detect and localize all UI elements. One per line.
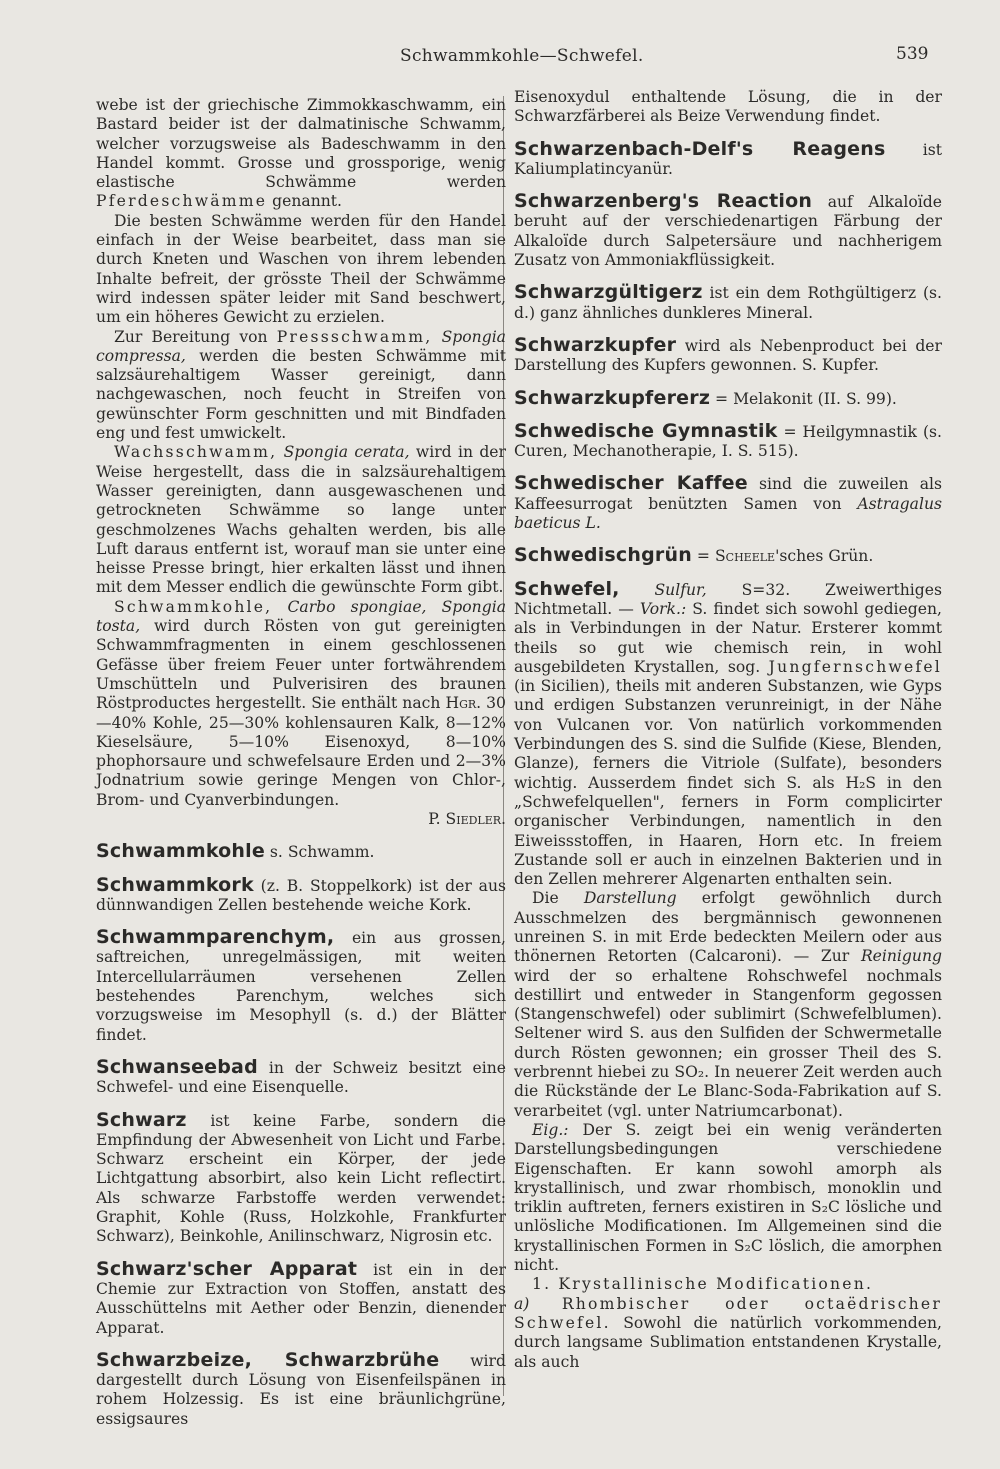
dictionary-entry xyxy=(96,1257,506,1338)
latin-name: Spongia cerata, xyxy=(283,443,410,462)
page-header xyxy=(0,44,1000,74)
dictionary-entry xyxy=(514,333,942,376)
latin-name: Sulfur, xyxy=(654,580,707,599)
entry-headword: Schwammkohle xyxy=(96,840,265,863)
entry-text: in der Schweiz besitzt eine Schwefel- und eine Eisenquelle. xyxy=(96,1058,506,1097)
dictionary-entry xyxy=(514,192,942,270)
entry-text: S=32. Zweiwerthiges Nichtmetall. — xyxy=(514,580,942,618)
entry-headword: Schwedischer Kaffee xyxy=(514,472,748,495)
article-author: P. Siedler. xyxy=(428,809,506,828)
text: werden die besten Schwämme mit salzsäurehaltigem Wasser gereinigt, dann nachgewaschen, noch feucht in Streifen von gewünschter Form geschnitten und mit Bindfaden eng und fest umwickelt. xyxy=(96,346,506,443)
paragraph xyxy=(96,598,506,810)
section-label: Darstellung xyxy=(583,889,677,908)
entry-headword: Schwedische Gymnastik xyxy=(514,419,778,442)
entry-headword: Schwarzgültigerz xyxy=(514,281,703,304)
dictionary-entry xyxy=(514,386,942,409)
entry-headword: Schwefel, xyxy=(514,577,620,600)
latin-name: Spongia compressa, xyxy=(96,327,506,365)
entry-headword: Schwarzkupfererz xyxy=(514,386,711,409)
spaced-heading: 1. Krystallinische Modificationen. xyxy=(532,1275,874,1294)
paragraph: Eisenoxydul enthaltende Lösung, die in der Schwarzfärberei als Beize Verwendung findet. xyxy=(514,88,942,126)
entry-headword: Schwarzenbach-Delf's Reagens xyxy=(514,137,886,160)
entry-headword: Schwarzenberg's Reaction xyxy=(514,190,813,213)
entry-text: S. findet sich sowohl gediegen, als in Verbindungen in der Natur. Ersterer kommt theils so gut wie chemisch rein, in wohl ausgebildeten Krystallen, sog. xyxy=(514,599,942,676)
entry-text: ist ein in der Chemie zur Extraction von Stoffen, anstatt des Ausschüttelns mit Aether oder Benzin, dienender Apparat. xyxy=(96,1260,506,1337)
entry-text: = Heilgymnastik (s. Curen, Mechanotherapie, I. S. 515). xyxy=(514,422,942,461)
section-label: Vork.: xyxy=(639,599,687,618)
entry-headword: Schwarz xyxy=(96,1108,187,1131)
entry-text: 'sches Grün. xyxy=(775,547,874,566)
dictionary-entry xyxy=(96,1055,506,1098)
author-ref: Scheele xyxy=(714,547,776,566)
entry-text: (in Sicilien), theils mit anderen Substanzen, wie Gyps und erdigen Substanzen verunreinigt, in der Nähe von Vulcanen vor. Von natürlich vorkommenden Verbindungen des S. sind die Sulfide (Kiese, Blenden, Glanze), ferners die Vitriole (Sulfate), besonders wichtig. Ausserdem findet sich S. als H₂S in den „Schwefelquellen", ferners in Form complicirter organischer Verbindungen, namentlich in den Eiweissstoffen, in Haaren, Horn etc. In freiem Zustande soll er auch in einzelnen Bakterien und in den Zellen mehrerer Algenarten enthalten sein. xyxy=(514,677,942,889)
spaced-term: Jungfernschwefel xyxy=(768,657,942,676)
subsection-heading xyxy=(514,1275,942,1294)
dictionary-entry xyxy=(514,283,942,323)
dictionary-entry xyxy=(514,419,942,462)
entry-text: sind die zuweilen als Kaffeesurrogat benützten Samen von xyxy=(514,475,942,513)
text: wird der so erhaltene Rohschwefel nochmals destillirt und entweder in Stangenform gegossen (Stangenschwefel) oder sublimirt (Schwefelblumen). Seltener wird S. aus den Sulfiden der Schwermetalle durch Rösten gewonnen; ein grosser Theil des S. verbrennt hiebei zu SO₂. In neuerer Zeit werden auch die Rückstände der Le Blanc-Soda-Fabrikation auf S. verarbeitet (vgl. unter Natriumcarbonat). xyxy=(514,966,942,1120)
dictionary-entry xyxy=(514,137,942,180)
latin-name: Astragalus baeticus L. xyxy=(514,494,942,533)
entry-headword: Schwammparenchym, xyxy=(96,926,335,949)
text: genannt. xyxy=(272,192,343,211)
paragraph: Die besten Schwämme werden für den Handel einfach in der Weise bearbeitet, dass man sie durch Kneten und Waschen von ihrem lebenden Inhalte befreit, der grösste Theil der Schwämme wird indessen später leider mit Sand beschwert, um ein höheres Gewicht zu erzielen. xyxy=(96,211,506,327)
spaced-term: Pferdeschwämme xyxy=(96,192,268,211)
paragraph xyxy=(514,889,942,1121)
text: wird in der Weise hergestellt, dass die in salzsäurehaltigem Wasser gereinigten, dann ausgewaschenen und getrockneten Schwämme so lange unter geschmolzenes Wachs gehalten werden, bis alle Luft daraus entfernt ist, worauf man sie unter eine heisse Presse bringt, hier erkalten lässt und ihnen mit dem Messer endlich die gewünschte Form gibt. xyxy=(96,443,506,597)
text: wird durch Rösten von gut gereinigten Schwammfragmenten in einem geschlossenen Gefässe über freiem Feuer unter fortwährendem Umschütteln und Pulverisiren des braunen Röstproductes hergestellt. Sie enthält nach xyxy=(96,617,506,713)
entry-text: ist Kaliumplatincyanür. xyxy=(514,140,942,178)
paragraph xyxy=(514,1295,942,1372)
text: Zur Bereitung von xyxy=(114,327,268,346)
dictionary-entry xyxy=(96,1348,506,1429)
right-column xyxy=(514,88,942,1372)
entry-text: ein aus grossen, saftreichen, unregelmässigen, mit weiten Intercellularräumen versehenen Zellen bestehendes Parenchym, welches sich vorzugsweise im Mesophyll (s. d.) der Blätter findet. xyxy=(96,929,506,1044)
entry-text: wird dargestellt durch Lösung von Eisenfeilspänen in rohem Holzessig. Es ist eine bräunlichgrüne, essigsaures xyxy=(96,1351,506,1428)
entry-headword: Schwanseebad xyxy=(96,1055,258,1078)
spaced-term: Pressschwamm, xyxy=(276,327,433,346)
dictionary-entry xyxy=(514,577,942,890)
running-title: Schwammkohle—Schwefel. xyxy=(400,46,644,66)
entry-headword: Schwammkork xyxy=(96,873,254,896)
page-number: 539 xyxy=(896,44,929,64)
paragraph xyxy=(96,96,506,212)
dictionary-entry xyxy=(96,928,506,1045)
entry-headword: Schwedischgrün xyxy=(514,544,692,567)
entry-headword: Schwarzbeize, Schwarzbrühe xyxy=(96,1348,440,1371)
list-marker: a) xyxy=(514,1294,530,1313)
dictionary-entry xyxy=(96,1108,506,1247)
entry-text: auf Alkaloïde beruht auf der verschiedenartigen Färbung der Alkaloïde durch Salpetersäure und nachherigem Zusatz von Ammoniakflüssigkeit. xyxy=(514,193,942,270)
dictionary-entry xyxy=(514,474,942,533)
spaced-term: Schwammkohle, xyxy=(114,597,273,616)
spaced-term: Wachsschwamm, xyxy=(114,443,278,462)
section-label: Reinigung xyxy=(860,947,942,966)
text: webe ist der griechische Zimmokkaschwamm, ein Bastard beider ist der dalmatinische Schwamm, welcher vorzugsweise als Badeschwamm in den Handel kommt. Grosse und grossporige, wenig elastische Schwämme werden xyxy=(96,96,506,192)
text: Sowohl die natürlich vorkommenden, durch langsame Sublimation entstandenen Krystalle, als auch xyxy=(514,1313,942,1371)
left-column xyxy=(96,96,506,1429)
entry-text: wird als Nebenproduct bei der Darstellung des Kupfers gewonnen. S. Kupfer. xyxy=(514,336,942,375)
entry-text: s. Schwamm. xyxy=(269,843,375,862)
latin-name: Carbo spongiae, Spongia tosta, xyxy=(96,597,506,636)
entry-text: (z. B. Stoppelkork) ist der aus dünnwandigen Zellen bestehende weiche Kork. xyxy=(96,876,507,914)
entry-text: ist keine Farbe, sondern die Empfindung der Abwesenheit von Licht und Farbe. Schwarz erscheint ein Körper, der jede Lichtgattung absorbirt, also kein Licht reflectirt. Als schwarze Farbstoffe werden verwendet: Graphit, Kohle (Russ, Holzkohle, Frankfurter Schwarz), Beinkohle, Anilinschwarz, Nigrosin etc. xyxy=(96,1111,506,1246)
entry-text: = Melakonit (II. S. 99). xyxy=(715,389,897,408)
dictionary-entry xyxy=(96,873,507,916)
dictionary-entry xyxy=(96,842,506,862)
equals-sign: = xyxy=(696,547,710,566)
section-label: Eig.: xyxy=(532,1120,569,1139)
entry-headword: Schwarzkupfer xyxy=(514,333,677,356)
paragraph xyxy=(96,328,506,444)
paragraph xyxy=(96,443,506,597)
text: 30—40% Kohle, 25—30% kohlensauren Kalk, 8—12% Kieselsäure, 5—10% Eisenoxyd, 8—10% phophorsaure und schwefelsaure Erden und 2—3% Jodnatrium sowie geringe Mengen von Chlor-, Brom- und Cyanverbindungen. xyxy=(96,694,506,809)
entry-text: ist ein dem Rothgültigerz (s. d.) ganz ähnliches dunkleres Mineral. xyxy=(514,284,942,322)
text: Der S. zeigt bei ein wenig veränderten Darstellungsbedingungen verschiedene Eigenschaften. Er kann sowohl amorph als krystallinisch, und zwar rhombisch, monoklin und triklin auftreten, ferners existiren in S₂C lösliche und unlösliche Modificationen. Im Allgemeinen sind die krystallinischen Formen in S₂C löslich, die amorphen nicht. xyxy=(514,1120,942,1275)
entry-headword: Schwarz'scher Apparat xyxy=(96,1257,358,1280)
paragraph xyxy=(514,1121,942,1275)
author-ref: Hgr. xyxy=(445,694,482,713)
text: erfolgt gewöhnlich durch Ausschmelzen des bergmännisch gewonnenen unreinen S. in mit Erde bedeckten Meilern oder aus thönernen Retorten (Calcaroni). — Zur xyxy=(514,889,942,966)
spaced-heading: Rhombischer oder octaëdrischer Schwefel. xyxy=(514,1294,942,1332)
dictionary-entry xyxy=(514,546,942,566)
text: Die xyxy=(532,889,559,908)
